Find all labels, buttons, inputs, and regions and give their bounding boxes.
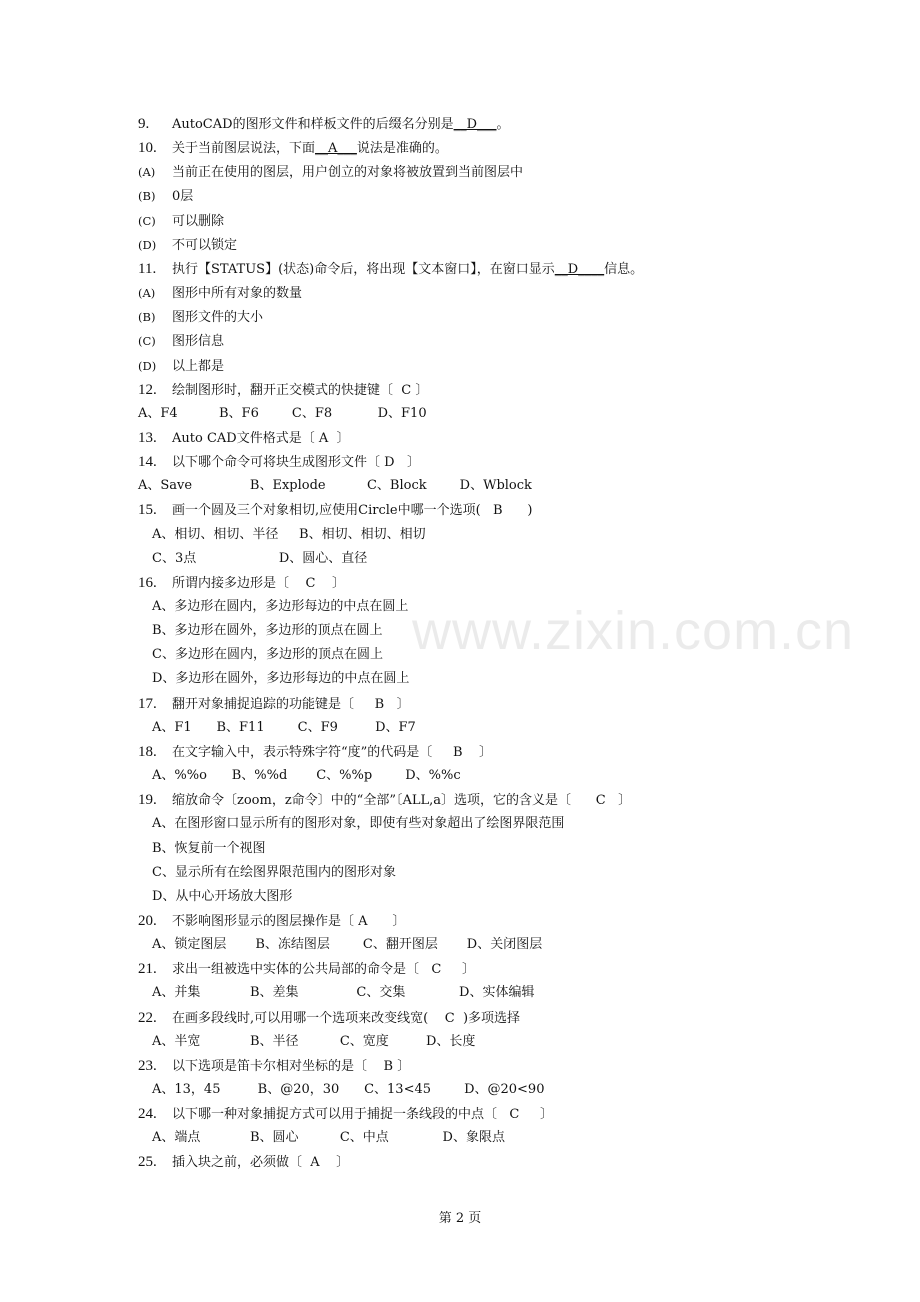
question-number: 11.	[138, 260, 157, 277]
answer-blank: __D____	[554, 261, 605, 277]
option-text: A、端点 B、圆心 C、中点 D、象限点	[152, 1130, 505, 1146]
question-line	[138, 912, 405, 931]
option-line	[152, 815, 564, 833]
question-line	[138, 791, 631, 810]
question-text: 在画多段线时,可以用哪一个选项来改变线宽( C )多项选择	[172, 1010, 521, 1026]
question-number: 18.	[138, 743, 157, 760]
option-text: B、多边形在圆外，多边形的顶点在圆上	[152, 623, 383, 639]
question-text: 关于当前图层说法，下面	[172, 141, 316, 157]
question-text: 翻开对象捕捉追踪的功能键是〔 B 〕	[172, 696, 410, 712]
watermark: www.zixin.com.cn	[412, 601, 855, 661]
option-text: A、F4 B、F6 C、F8 D、F10	[138, 405, 427, 421]
question-number: 16.	[138, 574, 157, 591]
question-number: 12.	[138, 381, 157, 398]
option-text: A、F1 B、F11 C、F9 D、F7	[152, 719, 416, 735]
option-line	[138, 477, 532, 495]
question-text: 缩放命令〔zoom，z命令〕中的“全部”〔ALL,a〕选项，它的含义是〔 C 〕	[172, 793, 632, 809]
option-line	[152, 840, 266, 858]
option-line	[152, 864, 396, 882]
option-text: 不可以锁定	[172, 237, 238, 253]
option-text: 当前正在使用的图层，用户创立的对象将被放置到当前图层中	[172, 165, 524, 181]
question-number: 20.	[138, 912, 157, 929]
option-line	[152, 598, 408, 616]
option-text: A、多边形在圆内，多边形每边的中点在圆上	[152, 599, 409, 614]
question-number: 9.	[138, 116, 150, 132]
option-text: A、13，45 B、@20，30 C、13<45 D、@20<90	[152, 1082, 545, 1097]
question-line	[138, 381, 428, 400]
question-number: 25.	[138, 1154, 157, 1171]
question-line	[138, 139, 448, 158]
question-text-end: 信息。	[604, 261, 644, 277]
option-text: A、在图形窗口显示所有的图形对象，即使有些对象超出了绘图界限范围	[152, 816, 565, 832]
question-number: 23.	[138, 1057, 157, 1074]
option-letter: (B)	[138, 310, 156, 325]
question-line	[138, 1009, 520, 1028]
option-letter: (D)	[138, 237, 157, 252]
question-line	[138, 960, 475, 979]
option-text: 图形文件的大小	[172, 310, 264, 326]
answer-blank: __D___	[453, 117, 497, 132]
question-number: 15.	[138, 502, 157, 519]
question-line	[138, 260, 643, 279]
option-line	[138, 236, 237, 255]
option-line	[152, 1081, 544, 1099]
option-text: A、半宽 B、半径 C、宽度 D、长度	[152, 1033, 476, 1049]
option-text: 以上都是	[172, 358, 225, 374]
option-letter: (C)	[138, 334, 156, 349]
option-letter: (A)	[138, 286, 156, 301]
question-text: 所谓内接多边形是〔 C 〕	[172, 575, 346, 591]
option-text: C、3点 D、圆心、直径	[152, 550, 368, 566]
page-footer: 第 2 页	[438, 1211, 482, 1226]
question-line	[138, 1057, 410, 1076]
option-text: B、恢复前一个视图	[152, 840, 266, 856]
question-text: AutoCAD的图形文件和样板文件的后缀名分别是	[172, 117, 454, 132]
option-line	[138, 187, 193, 206]
option-text: C、显示所有在绘图界限范围内的图形对象	[152, 864, 396, 880]
option-text: A、%%o B、%%d C、%%p D、%%c	[152, 768, 461, 784]
question-number: 24.	[138, 1106, 157, 1123]
option-line	[152, 888, 292, 906]
option-text: D、从中心开场放大图形	[152, 888, 293, 904]
question-number: 17.	[138, 695, 157, 712]
option-line	[152, 767, 461, 785]
option-line	[138, 332, 224, 351]
question-text: 不影响图形显示的图层操作是〔 A 〕	[172, 913, 406, 929]
question-line	[138, 115, 510, 134]
question-number: 13.	[138, 429, 157, 446]
question-line	[138, 1105, 553, 1124]
question-text: 以下哪个命令可将块生成图形文件〔 D 〕	[172, 455, 420, 471]
option-text: 图形中所有对象的数量	[172, 286, 303, 302]
question-number: 14.	[138, 454, 157, 471]
option-line	[138, 357, 224, 376]
option-line	[152, 1033, 475, 1051]
question-number: 10.	[138, 140, 157, 157]
option-line	[152, 622, 383, 640]
option-text: 0层	[172, 189, 194, 205]
option-line	[152, 550, 367, 568]
option-line	[152, 670, 409, 688]
option-text: A、相切、相切、半径 B、相切、相切、相切	[152, 526, 426, 542]
option-line	[152, 1129, 505, 1147]
question-text: 绘制图形时，翻开正交模式的快捷键〔 C 〕	[172, 382, 429, 398]
option-line	[152, 526, 426, 544]
option-line	[152, 646, 383, 664]
question-text: 画一个圆及三个对象相切,应使用Circle中哪一个选项( B )	[172, 503, 533, 519]
question-line	[138, 1153, 349, 1172]
option-line	[152, 984, 534, 1002]
question-text: 以下选项是笛卡尔相对坐标的是〔 B 〕	[172, 1058, 411, 1074]
question-line	[138, 429, 350, 448]
question-number: 22.	[138, 1009, 157, 1026]
option-text: A、锁定图层 B、冻结图层 C、翻开图层 D、关闭图层	[152, 937, 543, 953]
option-letter: (B)	[138, 189, 156, 204]
question-number: 21.	[138, 961, 157, 978]
option-text: D、多边形在圆外，多边形每边的中点在圆上	[152, 671, 410, 687]
option-text: A、Save B、Explode C、Block D、Wblock	[138, 478, 532, 494]
question-text: Auto CAD文件格式是〔 A 〕	[172, 430, 350, 446]
question-number: 19.	[138, 792, 157, 809]
option-letter: (D)	[138, 358, 157, 373]
option-line	[138, 308, 263, 327]
question-text: 执行【STATUS】(状态)命令后，将出现【文本窗口】，在窗口显示	[172, 261, 555, 277]
option-line	[138, 284, 302, 303]
option-letter: (A)	[138, 165, 156, 180]
option-line	[138, 405, 427, 423]
option-line	[152, 719, 416, 737]
option-text: A、并集 B、差集 C、交集 D、实体编辑	[152, 985, 535, 1001]
question-line	[138, 743, 492, 762]
option-line	[138, 163, 523, 182]
option-line	[138, 212, 224, 231]
question-line	[138, 453, 420, 472]
answer-blank: __A___	[315, 141, 357, 157]
question-text: 在文字输入中，表示特殊字符“度”的代码是〔 B 〕	[172, 744, 493, 760]
question-text-end: 说法是准确的。	[356, 141, 448, 157]
option-text: 可以删除	[172, 213, 225, 229]
question-text: 以下哪一种对象捕捉方式可以用于捕捉一条线段的中点〔 C 〕	[172, 1107, 554, 1123]
question-line	[138, 501, 532, 520]
option-text: 图形信息	[172, 334, 225, 350]
question-line	[138, 695, 410, 714]
option-text: C、多边形在圆内，多边形的顶点在圆上	[152, 647, 383, 663]
question-text: 插入块之前，必须做〔 A 〕	[172, 1155, 350, 1171]
option-letter: (C)	[138, 213, 156, 228]
option-line	[152, 936, 542, 954]
question-line	[138, 574, 345, 593]
question-text: 求出一组被选中实体的公共局部的命令是〔 C 〕	[172, 962, 476, 978]
question-text-end: 。	[496, 117, 510, 132]
